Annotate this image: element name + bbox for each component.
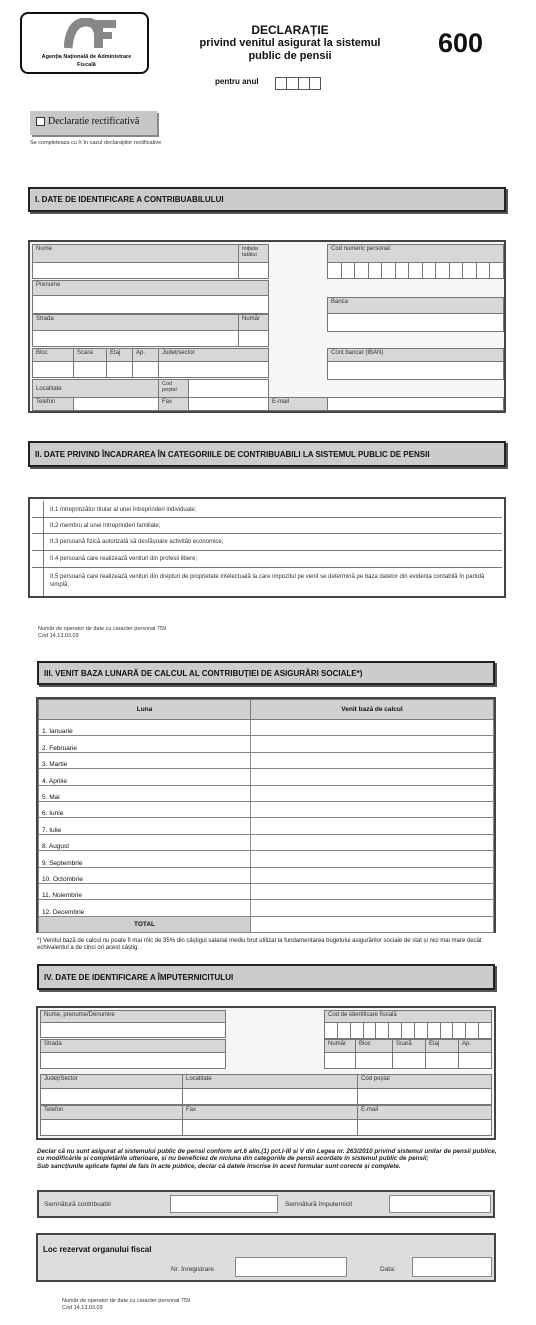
table-row [39, 769, 494, 785]
form-title [175, 24, 405, 63]
title-line: public de pensii [248, 50, 332, 62]
section3-footnote: *) Venitul bază de calcul nu poate fi mai mic de 35% din câștigul salarial mediu brut utilizat la fundamentarea bugetului asigurărilor sociale de stat și nici mai mare decât echivalentul a de cinci ori acest câștig. [37, 938, 482, 951]
imp-localitate-label: Localitate [182, 1074, 358, 1089]
imp-bloc-input[interactable] [355, 1052, 393, 1069]
cnp-input[interactable] [327, 262, 504, 279]
sig-contribuabil-input[interactable] [170, 1195, 278, 1213]
checkbox-icon[interactable] [36, 117, 45, 126]
cod-postal-label: Cod poștal [158, 379, 189, 398]
venit-input[interactable] [251, 900, 494, 916]
telefon-label: Telefon [32, 397, 74, 411]
imp-ap-label: Ap. [458, 1039, 492, 1053]
title-line: DECLARAȚIE [251, 23, 329, 37]
rectificativa-label: Declaratie rectificativă [48, 116, 140, 127]
month-label: 4. Aprilie [39, 769, 251, 785]
operator-number: Număr de operator de date cu caracter personal 759 [38, 626, 167, 632]
fiscal-frame [36, 1233, 496, 1282]
strada-input[interactable] [32, 330, 239, 347]
scara-label: Scara [73, 348, 107, 362]
imp-email-label: E-mail [357, 1105, 492, 1120]
imp-cif-label: Cod de identificare fiscală [324, 1010, 492, 1023]
operator-number-2: Număr de operator de date cu caracter personal 759 [62, 1298, 191, 1304]
table-row [39, 851, 494, 867]
month-label: 5. Mai [39, 785, 251, 801]
fiscal-title: Loc rezervat organului fiscal [43, 1245, 152, 1254]
bloc-label: Bloc [32, 348, 74, 362]
section1-title: I. DATE DE IDENTIFICARE A CONTRIBUABILULUI [28, 187, 506, 212]
table-row [39, 752, 494, 768]
rectificativa-checkbox[interactable] [30, 111, 157, 135]
table-row [39, 834, 494, 850]
table-row [39, 818, 494, 834]
etaj-input[interactable] [106, 361, 133, 378]
option-ii5[interactable]: II.5 persoană care realizează venituri din drepturi de proprietate intelectuală la care impozitul pe venit se determină pe baza datelor din evidența contabilă în partidă simplă; [50, 574, 485, 588]
month-label: 6. Iunie [39, 801, 251, 817]
venit-input[interactable] [251, 851, 494, 867]
imp-strada-input[interactable] [40, 1052, 226, 1069]
section3-title: III. VENIT BAZA LUNARĂ DE CALCUL AL CONTRIBUȚIEI DE ASIGURĂRI SOCIALE*) [37, 661, 495, 685]
fax-input[interactable] [188, 397, 269, 411]
total-label: TOTAL [39, 916, 251, 932]
table-row [39, 801, 494, 817]
rectificativa-note: Se completeaza cu X în cazul declarațiilor rectificative [30, 140, 162, 146]
judet-input[interactable] [158, 361, 269, 378]
nume-label: Nume [32, 244, 239, 263]
imp-fax-label: Fax [182, 1105, 358, 1120]
form-number: 600 [438, 28, 484, 58]
table-row [39, 883, 494, 899]
imp-judet-input[interactable] [40, 1088, 183, 1105]
year-label: pentru anul [215, 77, 259, 86]
cnp-label: Cod numeric personal: [327, 244, 504, 263]
declaration-line: Sub sancțiunile aplicate faptei de fals în acte publice, declar că datele înscrise în acest formular sunt corecte și complete. [37, 1162, 401, 1170]
table-row [39, 867, 494, 883]
bloc-input[interactable] [32, 361, 74, 378]
ap-label: Ap. [132, 348, 159, 362]
month-label: 2. Februarie [39, 736, 251, 752]
telefon-input[interactable] [73, 397, 159, 411]
prenume-input[interactable] [32, 295, 269, 314]
option-ii1[interactable]: II.1 întreprinzător titular al unei întreprinderi individuale; [50, 507, 197, 513]
signature-frame [37, 1190, 495, 1218]
nume-input[interactable] [32, 262, 239, 279]
imp-cif-input[interactable] [324, 1022, 492, 1039]
fax-label: Fax [158, 397, 189, 411]
imp-numar-label: Număr [324, 1039, 356, 1053]
table-row [39, 736, 494, 752]
localitate-label: Localitate [32, 379, 159, 398]
section4-title: IV. DATE DE IDENTIFICARE A ÎMPUTERNICITULUI [37, 964, 495, 990]
ap-input[interactable] [132, 361, 159, 378]
initiala-label: Inițiala tatălui [238, 244, 269, 263]
operator-code: Cod 14.13.03.03 [38, 633, 79, 639]
col-luna: Luna [39, 700, 251, 720]
total-row [39, 916, 494, 932]
section2-frame [28, 497, 506, 598]
cont-label: Cont bancar (IBAN) [327, 348, 504, 362]
email-label: E-mail [268, 397, 328, 411]
month-label: 12. Decembrie [39, 900, 251, 916]
data-input[interactable] [412, 1257, 492, 1277]
table-row [39, 900, 494, 916]
section2-title: II. DATE PRIVIND ÎNCADRAREA ÎN CATEGORIILE DE CONTRIBUABILI LA SISTEMUL PUBLIC DE PENSII [28, 441, 506, 467]
venit-input[interactable] [251, 883, 494, 899]
imp-telefon-label: Telefon [40, 1105, 183, 1120]
title-line: privind venitul asigurat la sistemul [199, 37, 381, 49]
month-label: 10. Octombrie [39, 867, 251, 883]
data-label: Data: [380, 1266, 396, 1273]
banca-label: Banca [327, 297, 504, 314]
venit-input[interactable] [251, 834, 494, 850]
imp-telefon-input[interactable] [40, 1119, 183, 1136]
venit-input[interactable] [251, 867, 494, 883]
option-ii2[interactable]: II.2 membru al unei întreprinderi familiale; [50, 523, 161, 529]
imp-numar-input[interactable] [324, 1052, 356, 1069]
imp-scara-input[interactable] [392, 1052, 426, 1069]
venit-input[interactable] [251, 752, 494, 768]
numar-label: Număr [238, 314, 269, 331]
declaration-line: Declar că nu sunt asigurat al sistemului public de pensii conform art.6 alin.(1) pct.I-III și V din Legea nr. 263/2010 privind sistemul unitar de pensii publice, cu modificările și completările ulterioare, și nu beneficiez de niciuna din categoriile de pensii acordate în sistemul public de pensii; [37, 1148, 497, 1163]
imp-strada-label: Strada [40, 1039, 226, 1053]
month-label: 3. Martie [39, 752, 251, 768]
cont-input[interactable] [327, 361, 504, 380]
cod-postal-input[interactable] [188, 379, 269, 398]
month-label: 11. Noiembrie [39, 883, 251, 899]
sig-imputernicit-input[interactable] [389, 1195, 491, 1213]
sig-imputernicit-label: Semnătură împuternicit [285, 1201, 353, 1208]
venit-input[interactable] [251, 720, 494, 736]
scara-input[interactable] [73, 361, 107, 378]
imp-etaj-label: Etaj [425, 1039, 459, 1053]
sig-contribuabil-label: Semnătură contribuabil [44, 1201, 111, 1208]
venit-input[interactable] [251, 736, 494, 752]
imp-ap-input[interactable] [458, 1052, 492, 1069]
month-label: 7. Iulie [39, 818, 251, 834]
agency-name: Agenția Națională de Administrare [41, 54, 132, 60]
imp-email-input[interactable] [357, 1119, 492, 1136]
imp-cod-postal-input[interactable] [357, 1088, 492, 1105]
strada-label: Strada [32, 314, 239, 331]
imp-judet-label: Județ/Sector [40, 1074, 183, 1089]
etaj-label: Etaj [106, 348, 133, 362]
imp-scara-label: Scară [392, 1039, 426, 1053]
operator-code-2: Cod 14.13.03.03 [62, 1305, 103, 1311]
year-input[interactable] [275, 77, 321, 90]
imp-fax-input[interactable] [182, 1119, 358, 1136]
declaration-text [37, 1148, 497, 1170]
option-markers [32, 501, 44, 596]
banca-input[interactable] [327, 313, 504, 332]
total-input[interactable] [251, 916, 494, 932]
imp-nume-label: Nume, prenume/Denumire [40, 1010, 226, 1023]
venit-input[interactable] [251, 801, 494, 817]
venit-input[interactable] [251, 769, 494, 785]
imp-cod-postal-label: Cod poștal [357, 1074, 492, 1089]
section1-frame [28, 240, 506, 413]
initiala-input[interactable] [238, 262, 269, 279]
venit-input[interactable] [251, 785, 494, 801]
imp-etaj-input[interactable] [425, 1052, 459, 1069]
anaf-logo-icon [64, 18, 118, 50]
month-label: 9. Septembrie [39, 851, 251, 867]
month-label: 1. Ianuarie [39, 720, 251, 736]
col-venit: Venit bază de calcul [251, 700, 494, 720]
imp-nume-input[interactable] [40, 1022, 226, 1038]
judet-label: Județ/sector [158, 348, 269, 362]
section4-frame [36, 1006, 496, 1140]
table-row [39, 785, 494, 801]
imp-bloc-label: Bloc [355, 1039, 393, 1053]
numar-input[interactable] [238, 330, 269, 347]
nr-inregistrare-label: Nr. înregistrare [171, 1266, 214, 1273]
agency-name-2: Fiscală [77, 62, 96, 68]
prenume-label: Prenume [32, 280, 269, 296]
nr-inregistrare-input[interactable] [235, 1257, 347, 1277]
table-row [39, 720, 494, 736]
email-input[interactable] [327, 397, 504, 411]
anaf-logo [20, 12, 149, 74]
month-label: 8. August [39, 834, 251, 850]
venit-input[interactable] [251, 818, 494, 834]
option-ii3[interactable]: II.3 persoană fizică autorizată să desfășoare activități economice; [50, 539, 224, 545]
option-ii4[interactable]: II.4 persoană care realizează venituri din profesii libere; [50, 556, 198, 562]
venit-table [38, 699, 494, 933]
imp-localitate-input[interactable] [182, 1088, 358, 1105]
